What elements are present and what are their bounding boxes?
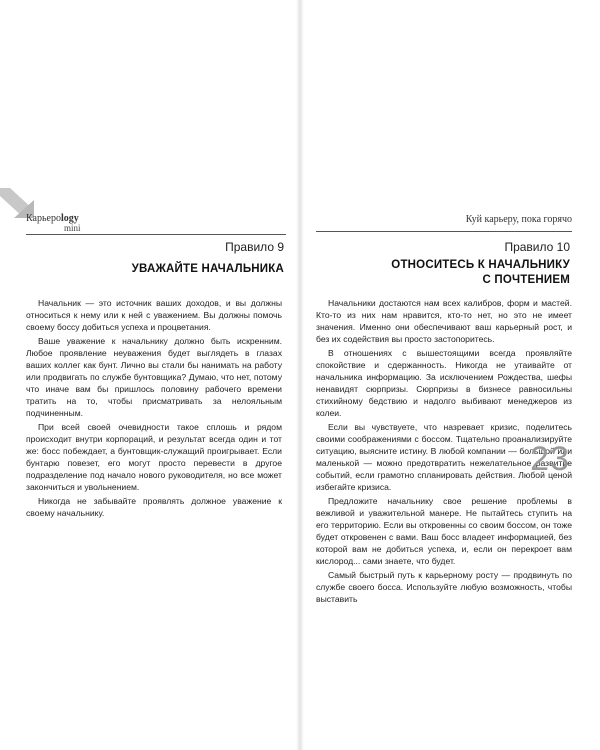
right-page (302, 0, 600, 750)
paragraph: Если вы чувствуете, что назревает кризис, поделитесь своими соображениями с боссом. Тщательно проанализируйте ситуацию, выясните истину. В любой компании — большой или маленькой — можно предотвратить нежелательное развитие событий, если грамотно спланировать действия. Любой ценой избегайте кризиса. (316, 421, 572, 493)
paragraph: В отношениях с вышестоящими всегда проявляйте спокойствие и сдержанность. Никогда не утаивайте от начальника информацию. За исключением Рождества, шефы ненавидят сюрпризы. Сюрпризы в бизнесе равносильны стихийному бедствию и надолго выбивают менеджеров из колеи. (316, 347, 572, 419)
page-number: 23 (530, 440, 570, 478)
rule-title: УВАЖАЙТЕ НАЧАЛЬНИКА (131, 263, 284, 275)
body-text (26, 297, 282, 521)
series-logo: Карьероlogy (26, 213, 79, 224)
rule-label: Правило 10 (504, 240, 570, 254)
paragraph: Начальники достаются нам всех калибров, форм и мастей. Кто-то из них нам нравится, кто-то нет, но это не имеет значения. Именно они обеспечивают ваш карьерный рост, и без их содействия вы просто застопоритесь. (316, 298, 572, 345)
series-sub: mini (64, 223, 81, 233)
paragraph: Ваше уважение к начальнику должно быть искренним. Любое проявление неуважения будет выглядеть в глазах ваших коллег как бунт. Лично вы стали бы нанимать на работу или продвигать по службе бунтовщика? Думаю, что нет, потому что иначе вам бы пришлось половину рабочего времени тратить на то, чтобы присматривать за нелояльным подчиненным. (26, 335, 282, 419)
rule-title-line: ОТНОСИТЕСЬ К НАЧАЛЬНИКУ (391, 259, 570, 271)
paragraph: При всей своей очевидности такое сплошь и рядом происходит внутри корпораций, и результат всегда один и тот же: босс побеждает, а бунтовщик-служащий проигрывает. Если бунтарю повезет, его могут просто перевести в другое подразделение под начало нового руководителя, но все может закончиться и увольнением. (26, 421, 282, 493)
running-head: Куй карьеру, пока горячо (465, 214, 572, 225)
paragraph: Предложите начальнику свое решение проблемы в вежливой и уважительной манере. Не пытайтесь ступить на его территорию. Если вы откровенны со своим боссом, он тоже будет откровенен с вами. Ваш босс владеет информацией, без которой вам не добиться успеха, и, если он перекроет вам кислород... сами знаете, что будет. (316, 496, 572, 567)
rule-title (312, 258, 570, 288)
paragraph: Никогда не забывайте проявлять должное уважение к своему начальнику. (26, 496, 282, 519)
header-rule (26, 234, 286, 235)
paragraph: Начальник — это источник ваших доходов, и вы должны относиться к нему или к ней с уважением. Вы должны помочь своему боссу добиться успеха и процветания. (26, 298, 282, 333)
left-page (0, 0, 298, 750)
paragraph: Самый быстрый путь к карьерному росту — продвинуть по службе своего босса. Используйте любую возможность, чтобы выставить (316, 570, 572, 605)
rule-title-line: С ПОЧТЕНИЕМ (482, 274, 570, 286)
header-rule (316, 231, 572, 232)
rule-label: Правило 9 (225, 240, 284, 254)
